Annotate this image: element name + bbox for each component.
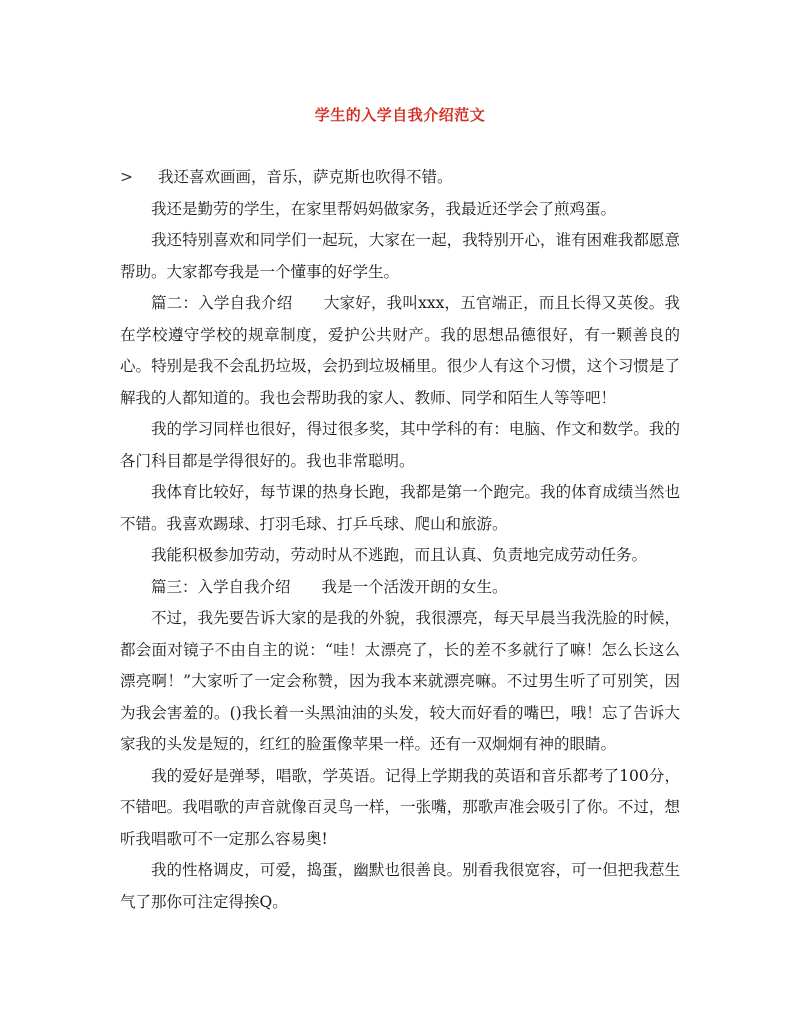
paragraph: 我还是勤劳的学生，在家里帮妈妈做家务，我最近还学会了煎鸡蛋。 <box>151 199 617 218</box>
paragraph: 我体育比较好，每节课的热身长跑，我都是第一个跑完。我的体育成绩当然也不错。我喜欢踢球、打羽毛球、打乒乓球、爬山和旅游。 <box>120 483 680 533</box>
paragraph: 我的爱好是弹琴，唱歌，学英语。记得上学期我的英语和音乐都考了100分，不错吧。我唱歌的声音就像百灵鸟一样，一张嘴，那歌声准会吸引了你。不过，想听我唱歌可不一定那么容易奥! <box>120 766 680 848</box>
paragraph: 我能积极参加劳动，劳动时从不逃跑，而且认真、负责地完成劳动任务。 <box>151 546 648 564</box>
chevron-right-icon: > <box>120 168 133 186</box>
document-body <box>120 162 680 918</box>
paragraph <box>120 162 680 194</box>
paragraph: 篇三：入学自我介绍 我是一个活泼开朗的女生。 <box>151 577 508 596</box>
paragraph: 篇二：入学自我介绍 大家好，我叫xxx，五官端正，而且长得又英俊。我在学校遵守学校的规章制度，爱护公共财产。我的思想品德很好，有一颗善良的心。特别是我不会乱扔垃圾，会扔到垃圾桶里。很少人有这个习惯，这个习惯是了解我的人都知道的。我也会帮助我的家人、教师、同学和陌生人等等吧！ <box>120 294 680 407</box>
paragraph-text: 我还喜欢画画，音乐，萨克斯也吹得不错。 <box>158 168 453 186</box>
paragraph: 我的性格调皮，可爱，捣蛋，幽默也很善良。别看我很宽容，可一但把我惹生气了那你可注定得挨Q。 <box>120 861 680 911</box>
paragraph: 我还特别喜欢和同学们一起玩，大家在一起，我特别开心，谁有困难我都愿意帮助。大家都夸我是一个懂事的好学生。 <box>120 231 680 281</box>
paragraph: 我的学习同样也很好，得过很多奖，其中学科的有：电脑、作文和数学。我的各门科目都是学得很好的。我也非常聪明。 <box>120 420 680 470</box>
document-title: 学生的入学自我介绍范文 <box>314 106 486 124</box>
paragraph: 不过，我先要告诉大家的是我的外貌，我很漂亮，每天早晨当我洗脸的时候，都会面对镜子不由自主的说：“哇！太漂亮了，长的差不多就行了嘛！怎么长这么漂亮啊！”大家听了一定会称赞，因为我本来就漂亮嘛。不过男生听了可别笑，因为我会害羞的。()我长着一头黑油油的头发，较大而好看的嘴巴，哦！忘了告诉大家我的头发是短的，红红的脸蛋像苹果一样。还有一双炯炯有神的眼睛。 <box>120 609 680 753</box>
